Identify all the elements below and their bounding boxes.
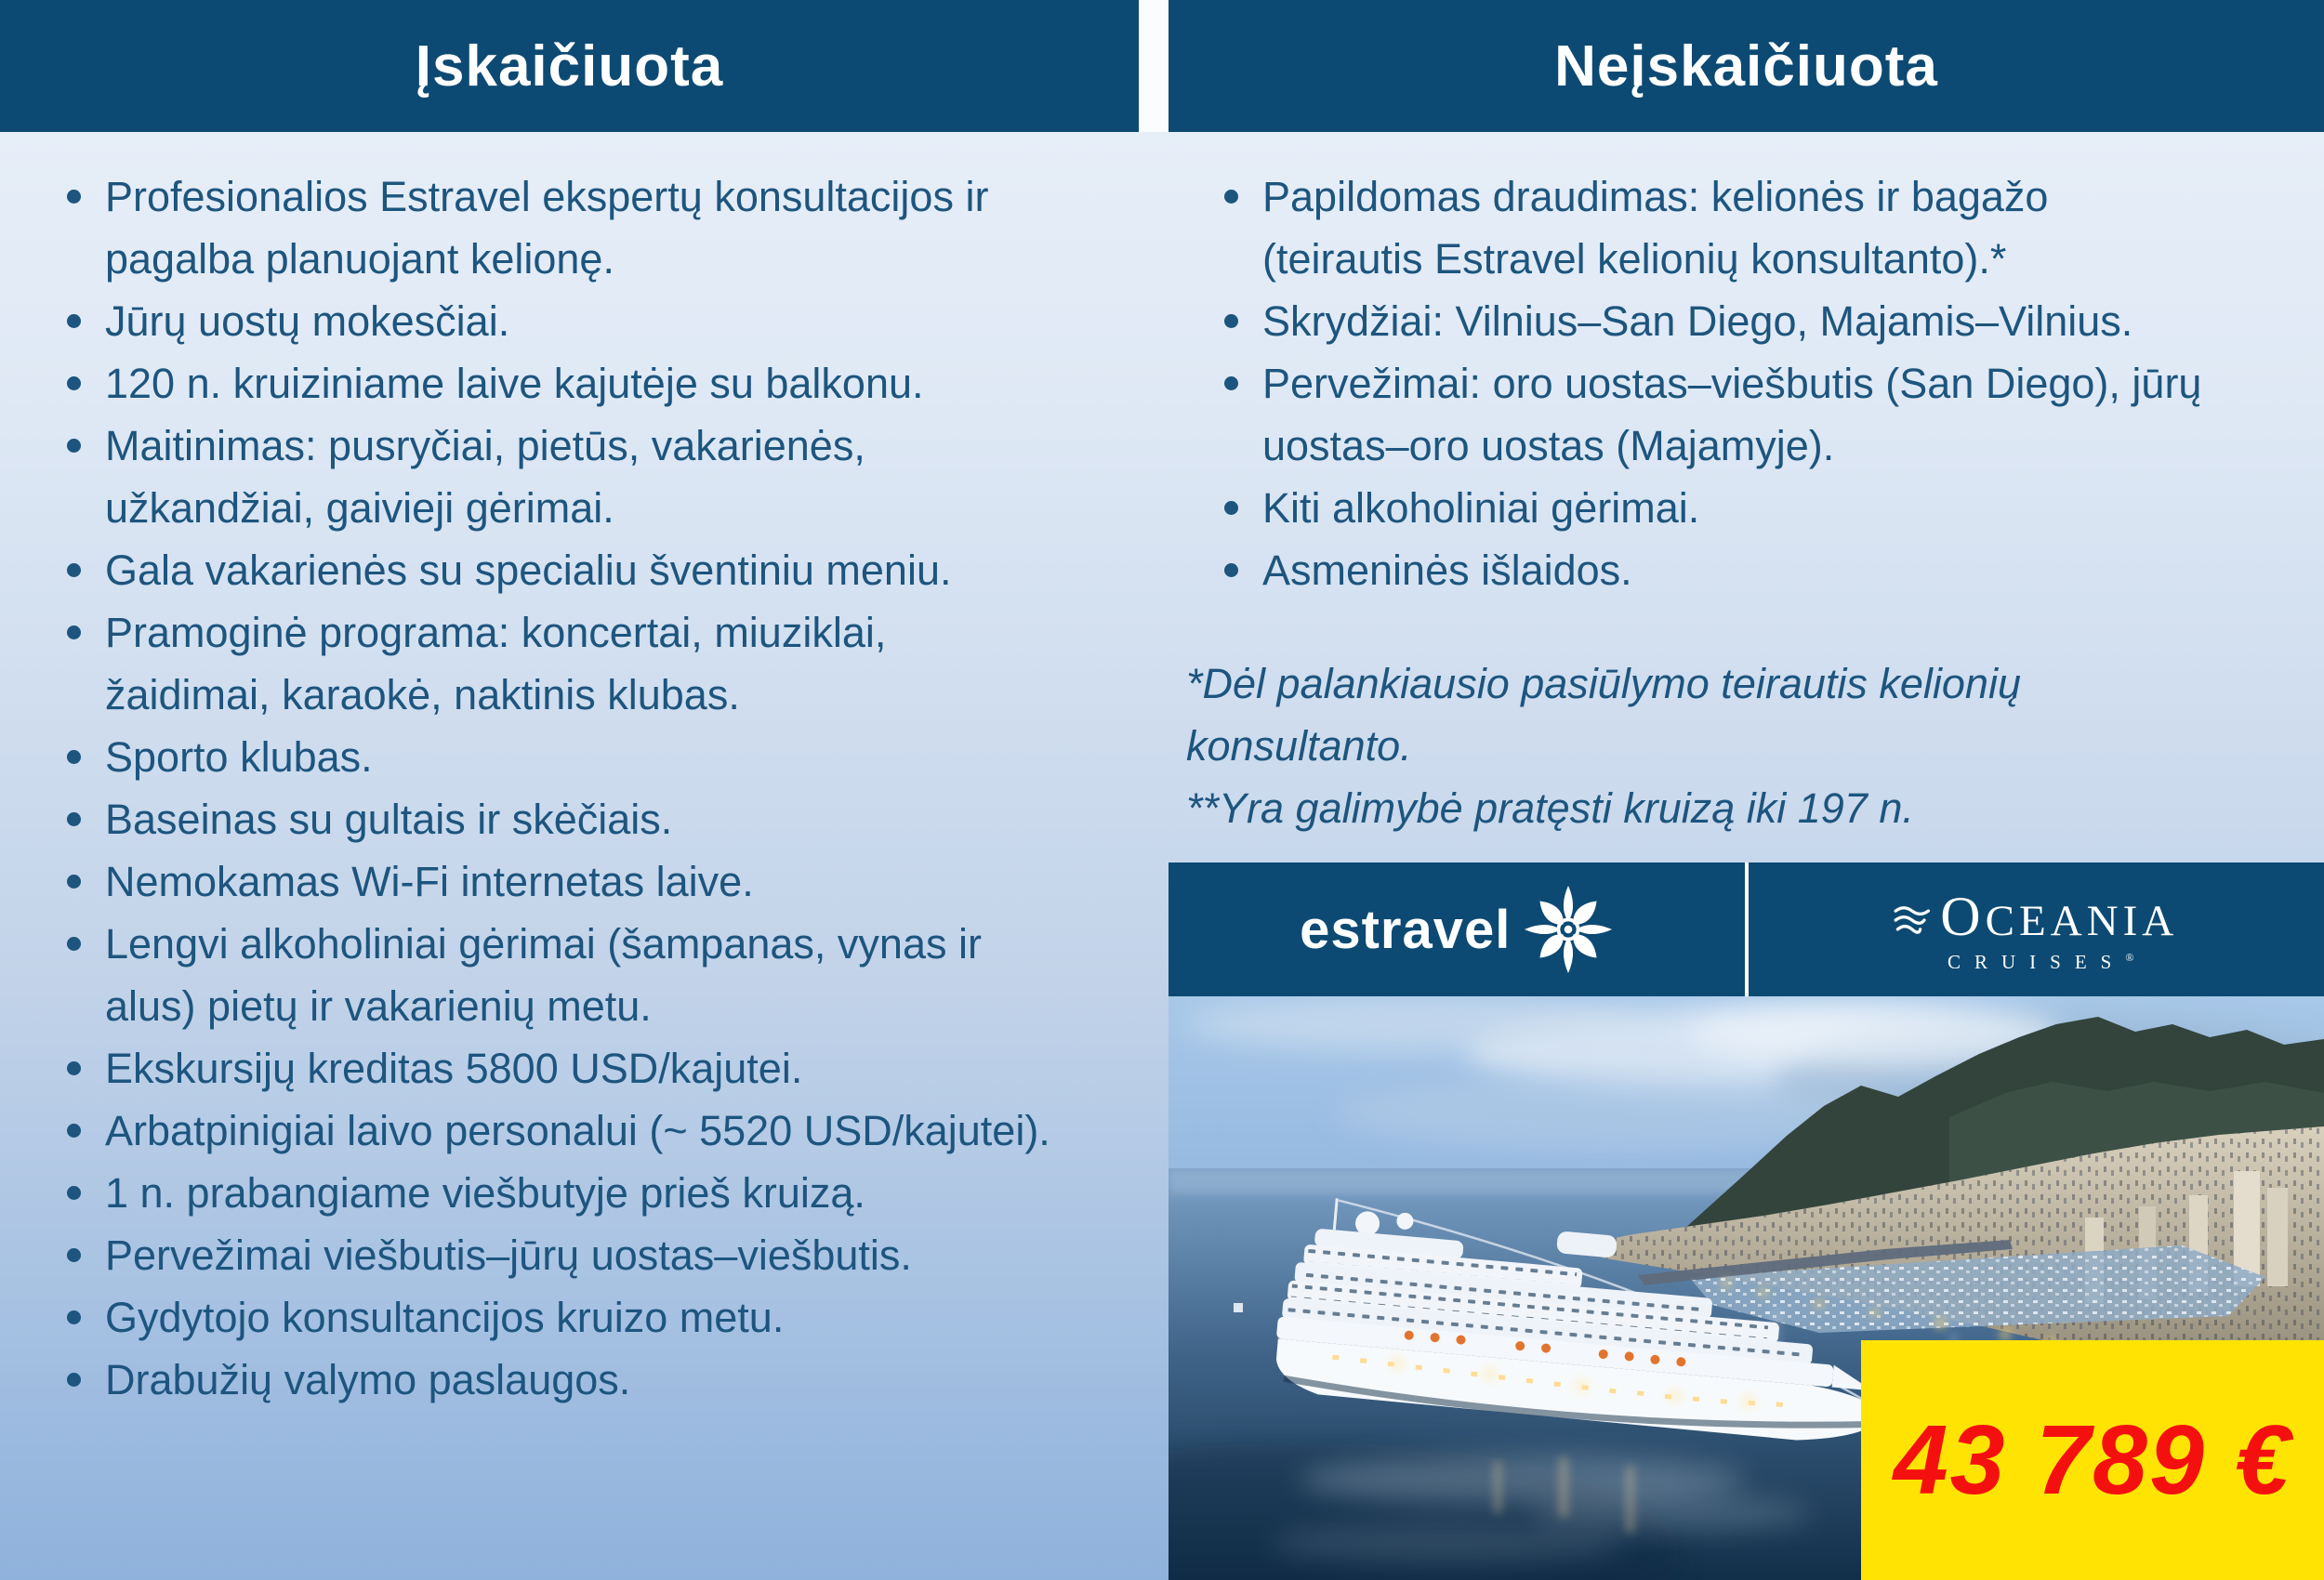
list-item: Gydytojo konsultancijos kruizo metu. (0, 1286, 1162, 1349)
list-item: Lengvi alkoholiniai gėrimai (šampanas, vynas ir alus) pietų ir vakarienių metu. (0, 913, 1162, 1037)
price-amount: 43 789 € (1893, 1404, 2292, 1515)
oceania-wordmark: OCEANIA (1940, 886, 2179, 947)
waves-icon (1894, 902, 1934, 939)
list-item: Drabužių valymo paslaugos. (0, 1349, 1162, 1411)
oceania-subtitle: CRUISES® (1948, 951, 2134, 973)
list-item: Pramoginė programa: koncertai, miuziklai, žaidimai, karaokė, naktinis klubas. (0, 601, 1162, 726)
list-item: Arbatpinigiai laivo personalui (~ 5520 USD/kajutei). (0, 1099, 1162, 1162)
excluded-header (1169, 0, 2324, 132)
included-title: Įskaičiuota (415, 33, 724, 99)
estravel-logo (1169, 862, 1745, 996)
price-box (1861, 1340, 2324, 1580)
included-header (0, 0, 1139, 132)
list-item: Kiti alkoholiniai gėrimai. (1169, 477, 2324, 539)
list-item: Gala vakarienės su specialiu šventiniu meniu. (0, 539, 1162, 601)
list-item: Profesionalios Estravel ekspertų konsultacijos ir pagalba planuojant kelionę. (0, 165, 1162, 290)
logo-bar (1169, 862, 2324, 996)
included-list (0, 165, 1162, 1411)
footnote: *Dėl palankiausio pasiūlymo teirautis kelionių konsultanto. (1186, 660, 2021, 770)
list-item: Sporto klubas. (0, 726, 1162, 788)
list-item: Ekskursijų kreditas 5800 USD/kajutei. (0, 1037, 1162, 1099)
list-item: Baseinas su gultais ir skėčiais. (0, 788, 1162, 850)
list-item: Pervežimai viešbutis–jūrų uostas–viešbutis. (0, 1224, 1162, 1286)
excluded-title: Neįskaičiuota (1554, 33, 1938, 99)
list-item: Asmeninės išlaidos. (1169, 539, 2324, 601)
flower-icon (1524, 885, 1613, 974)
list-item: 120 n. kruiziniame laive kajutėje su balkonu. (0, 352, 1162, 415)
header-gap-divider (1139, 0, 1169, 132)
list-item: Maitinimas: pusryčiai, pietūs, vakarienės, užkandžiai, gaivieji gėrimai. (0, 415, 1162, 539)
registered-mark: ® (2125, 951, 2134, 964)
footnote: **Yra galimybė pratęsti kruizą iki 197 n. (1186, 784, 1914, 832)
list-item: Pervežimai: oro uostas–viešbutis (San Diego), jūrų uostas–oro uostas (Majamyje). (1169, 352, 2324, 477)
footnotes (1186, 652, 2021, 839)
list-item: 1 n. prabangiame viešbutyje prieš kruizą. (0, 1162, 1162, 1224)
oceania-logo (1749, 862, 2324, 996)
excluded-list (1169, 165, 2324, 601)
list-item: Jūrų uostų mokesčiai. (0, 290, 1162, 352)
estravel-wordmark: estravel (1300, 899, 1512, 960)
list-item: Papildomas draudimas: kelionės ir bagažo (teirautis Estravel kelionių konsultanto).* (1169, 165, 2324, 290)
list-item: Skrydžiai: Vilnius–San Diego, Majamis–Vilnius. (1169, 290, 2324, 352)
list-item: Nemokamas Wi-Fi internetas laive. (0, 850, 1162, 913)
